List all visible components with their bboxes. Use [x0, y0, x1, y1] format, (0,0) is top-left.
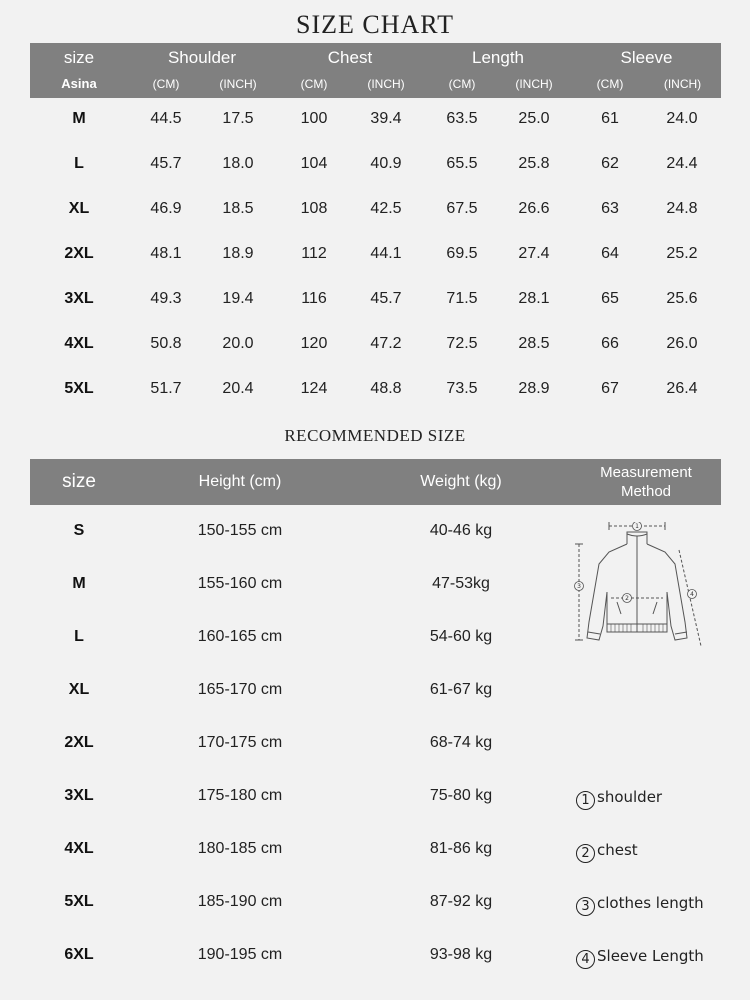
size-cell: 2XL — [64, 245, 94, 262]
weight-cell: 54-60 kg — [429, 628, 493, 645]
table-row — [30, 149, 721, 179]
legend-label: chest — [597, 841, 638, 859]
size-cell: M — [72, 110, 86, 127]
value-cell: 18.5 — [222, 200, 254, 217]
weight-cell: 81-86 kg — [429, 840, 493, 857]
height-cell: 165-170 cm — [197, 681, 283, 698]
unit-label: (INCH) — [367, 77, 405, 91]
size-column-header: size — [62, 471, 96, 492]
unit-label: (CM) — [596, 77, 624, 91]
height-cell: 150-155 cm — [197, 522, 283, 539]
value-cell: 63 — [601, 200, 619, 217]
value-cell: 26.6 — [518, 200, 550, 217]
value-cell: 73.5 — [446, 380, 478, 397]
size-cell: 5XL — [64, 380, 94, 397]
value-cell: 51.7 — [150, 380, 182, 397]
legend-item — [576, 943, 704, 969]
unit-label: (INCH) — [219, 77, 257, 91]
value-cell: 28.1 — [518, 290, 550, 307]
size-cell: S — [73, 522, 85, 539]
value-cell: 20.4 — [222, 380, 254, 397]
size-cell: 3XL — [64, 290, 94, 307]
value-cell: 49.3 — [150, 290, 182, 307]
value-cell: 69.5 — [446, 245, 478, 262]
value-cell: 24.0 — [666, 110, 698, 127]
value-cell: 46.9 — [150, 200, 182, 217]
size-column-header: size — [63, 48, 95, 67]
measurement-method-header — [576, 463, 716, 501]
unit-label: (CM) — [152, 77, 180, 91]
value-cell: 25.0 — [518, 110, 550, 127]
size-cell: 5XL — [64, 893, 94, 910]
weight-cell: 68-74 kg — [429, 734, 493, 751]
weight-cell: 93-98 kg — [429, 946, 493, 963]
recommended-size-header — [30, 459, 721, 505]
size-chart-header — [30, 43, 721, 98]
size-cell: XL — [68, 200, 90, 217]
value-cell: 44.1 — [370, 245, 402, 262]
value-cell: 104 — [300, 155, 328, 172]
value-cell: 26.0 — [666, 335, 698, 352]
height-cell: 180-185 cm — [197, 840, 283, 857]
table-row — [30, 284, 721, 314]
value-cell: 71.5 — [446, 290, 478, 307]
shoulder-header: Shoulder — [167, 48, 237, 67]
legend-item — [576, 890, 704, 916]
weight-cell: 61-67 kg — [429, 681, 493, 698]
svg-text:1: 1 — [635, 523, 639, 530]
size-cell: L — [74, 628, 84, 645]
table-row — [30, 675, 721, 705]
value-cell: 27.4 — [518, 245, 550, 262]
legend-item — [576, 784, 662, 810]
measurement-method-line1: Measurement — [600, 464, 692, 481]
value-cell: 108 — [300, 200, 328, 217]
size-chart-title: SIZE CHART — [296, 10, 454, 39]
table-row — [30, 239, 721, 269]
unit-label: (INCH) — [515, 77, 553, 91]
value-cell: 63.5 — [446, 110, 478, 127]
weight-cell: 47-53kg — [432, 575, 490, 592]
value-cell: 64 — [601, 245, 619, 262]
svg-text:2: 2 — [625, 595, 629, 602]
value-cell: 19.4 — [222, 290, 254, 307]
value-cell: 62 — [601, 155, 619, 172]
table-row — [30, 374, 721, 404]
value-cell: 124 — [300, 380, 328, 397]
legend-label: Sleeve Length — [597, 947, 704, 965]
weight-cell: 75-80 kg — [429, 787, 493, 804]
value-cell: 120 — [300, 335, 328, 352]
value-cell: 28.9 — [518, 380, 550, 397]
svg-text:3: 3 — [577, 583, 581, 590]
weight-header: Weight (kg) — [420, 473, 502, 490]
value-cell: 45.7 — [150, 155, 182, 172]
size-cell: 4XL — [64, 840, 94, 857]
jacket-measurement-icon — [567, 522, 707, 662]
value-cell: 18.9 — [222, 245, 254, 262]
value-cell: 72.5 — [446, 335, 478, 352]
value-cell: 25.2 — [666, 245, 698, 262]
height-cell: 175-180 cm — [197, 787, 283, 804]
legend-label: shoulder — [597, 788, 663, 806]
value-cell: 17.5 — [222, 110, 254, 127]
table-row — [30, 104, 721, 134]
value-cell: 116 — [301, 290, 327, 307]
value-cell: 24.8 — [666, 200, 698, 217]
value-cell: 48.1 — [150, 245, 182, 262]
height-cell: 190-195 cm — [197, 946, 283, 963]
value-cell: 61 — [601, 110, 619, 127]
value-cell: 100 — [300, 110, 328, 127]
value-cell: 45.7 — [370, 290, 402, 307]
legend-number: 1 — [576, 791, 595, 810]
value-cell: 67.5 — [446, 200, 478, 217]
size-cell: 3XL — [64, 787, 94, 804]
size-cell: 6XL — [64, 946, 94, 963]
size-cell: L — [74, 155, 84, 172]
value-cell: 26.4 — [666, 380, 698, 397]
value-cell: 42.5 — [370, 200, 402, 217]
chest-header: Chest — [327, 48, 373, 67]
table-row — [30, 194, 721, 224]
size-cell: M — [72, 575, 86, 592]
legend-label: clothes length — [597, 894, 704, 912]
value-cell: 39.4 — [370, 110, 402, 127]
unit-label: (INCH) — [663, 77, 702, 91]
sleeve-header: Sleeve — [620, 48, 673, 67]
value-cell: 25.6 — [666, 290, 698, 307]
value-cell: 18.0 — [222, 155, 254, 172]
value-cell: 44.5 — [150, 110, 182, 127]
height-cell: 185-190 cm — [197, 893, 283, 910]
height-cell: 155-160 cm — [197, 575, 283, 592]
legend-number: 2 — [576, 844, 595, 863]
value-cell: 50.8 — [150, 335, 182, 352]
asina-label: Asina — [61, 76, 97, 91]
recommended-size-title: RECOMMENDED SIZE — [284, 426, 466, 445]
unit-label: (CM) — [300, 77, 328, 91]
value-cell: 112 — [301, 245, 327, 262]
measurement-method-line2: Method — [620, 483, 672, 500]
value-cell: 47.2 — [370, 335, 402, 352]
size-cell: 4XL — [64, 335, 94, 352]
length-header: Length — [472, 48, 524, 67]
value-cell: 40.9 — [370, 155, 402, 172]
legend-item — [576, 837, 638, 863]
value-cell: 25.8 — [518, 155, 550, 172]
value-cell: 48.8 — [370, 380, 402, 397]
value-cell: 28.5 — [518, 335, 550, 352]
value-cell: 24.4 — [666, 155, 698, 172]
legend-number: 3 — [576, 897, 595, 916]
value-cell: 65 — [601, 290, 619, 307]
height-header: Height (cm) — [198, 473, 282, 490]
value-cell: 67 — [601, 380, 619, 397]
value-cell: 65.5 — [446, 155, 478, 172]
value-cell: 20.0 — [222, 335, 254, 352]
height-cell: 170-175 cm — [197, 734, 283, 751]
weight-cell: 87-92 kg — [429, 893, 493, 910]
table-row — [30, 728, 721, 758]
height-cell: 160-165 cm — [197, 628, 283, 645]
table-row — [30, 329, 721, 359]
unit-label: (CM) — [448, 77, 476, 91]
value-cell: 66 — [601, 335, 619, 352]
legend-number: 4 — [576, 950, 595, 969]
size-cell: XL — [68, 681, 90, 698]
svg-text:4: 4 — [690, 591, 694, 598]
size-cell: 2XL — [64, 734, 94, 751]
weight-cell: 40-46 kg — [429, 522, 493, 539]
